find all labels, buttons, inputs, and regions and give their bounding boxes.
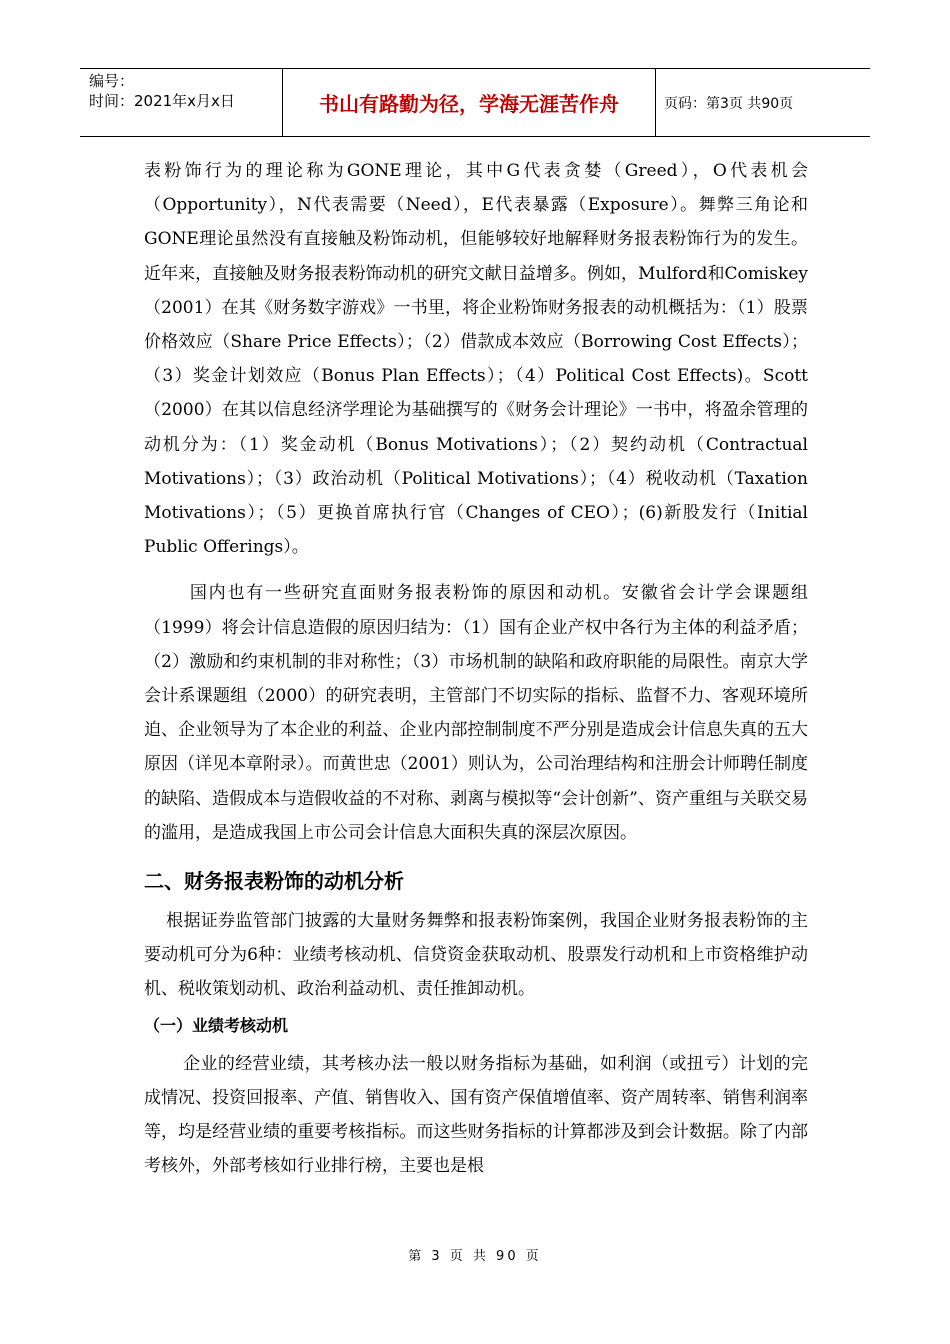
section-title: 二、财务报表粉饰的动机分析	[144, 869, 404, 894]
page-footer: 第 3 页 共 90 页	[408, 1249, 542, 1264]
header-page-info: 页码：第3页 共90页	[664, 95, 794, 112]
paragraph-domestic-research: 国内也有一些研究直面财务报表粉饰的原因和动机。安徽省会计学会课题组（1999）将会计信息造假的原因归结为：（1）国有企业产权中各行为主体的利益矛盾；（2）激励和约束机制的非对称性；（3）市场机制的缺陷和政府职能的局限性。南京大学会计系课题组（2000）的研究表明，主管部门不切实际的指标、监督不力、客观环境所迫、企业领导为了本企业的利益、企业内部控制制度不严分别是造成会计信息失真的五大原因（详见本章附录）。而黄世忠（2001）则认为，公司治理结构和注册会计师聘任制度的缺陷、造假成本与造假收益的不对称、剥离与模拟等“会计创新”、资产重组与关联交易的滥用，是造成我国上市公司会计信息大面积失真的深层次原因。	[144, 583, 808, 843]
paragraph-theory: 表粉饰行为的理论称为GONE理论，其中G代表贪婪（Greed），O代表机会（Opportunity），N代表需要（Need），E代表暴露（Exposure）。舞弊三角论和GONE理论虽然没有直接触及粉饰动机，但能够较好地解释财务报表粉饰行为的发生。近年来，直接触及财务报表粉饰动机的研究文献日益增多。例如，Mulford和Comiskey（2001）在其《财务数字游戏》一书里，将企业粉饰财务报表的动机概括为：（1）股票价格效应（Share Price Effects）；（2）借款成本效应（Borrowing Cost Effects）；（3）奖金计划效应（Bonus Plan Effects）；（4）Political Cost Effects)。Scott（2000）在其以信息经济学理论为基础撰写的《财务会计理论》一书中，将盈余管理的动机分为：（1）奖金动机（Bonus Motivations）；（2）契约动机（Contractual Motivations）；（3）政治动机（Political Motivations）；（4）税收动机（Taxation Motivations）；（5）更换首席执行官（Changes of CEO）；(6)新股发行（Initial Public Offerings）。	[144, 161, 814, 558]
paragraph-motives-overview: 根据证券监管部门披露的大量财务舞弊和报表粉饰案例，我国企业财务报表粉饰的主要动机可分为6种：业绩考核动机、信贷资金获取动机、股票发行动机和上市资格维护动机、税收策划动机、政治利益动机、责任推卸动机。	[144, 911, 808, 1000]
paragraph-performance-evaluation: 企业的经营业绩，其考核办法一般以财务指标为基础，如利润（或扭亏）计划的完成情况、投资回报率、产值、销售收入、国有资产保值增值率、资产周转率、销售利润率等，均是经营业绩的重要考核指标。而这些财务指标的计算都涉及到会计数据。除了内部考核外，外部考核如行业排行榜，主要也是根	[144, 1053, 808, 1177]
subsection-title: （一）业绩考核动机	[144, 1015, 289, 1035]
document-date-label: 时间：2021年x月x日	[89, 92, 235, 110]
header-meta	[80, 69, 282, 136]
document-number-label: 编号：	[89, 72, 135, 90]
document-body	[144, 154, 814, 1183]
header-motto: 书山有路勤为径，学海无涯苦作舟	[282, 69, 656, 136]
document-header	[80, 68, 870, 137]
